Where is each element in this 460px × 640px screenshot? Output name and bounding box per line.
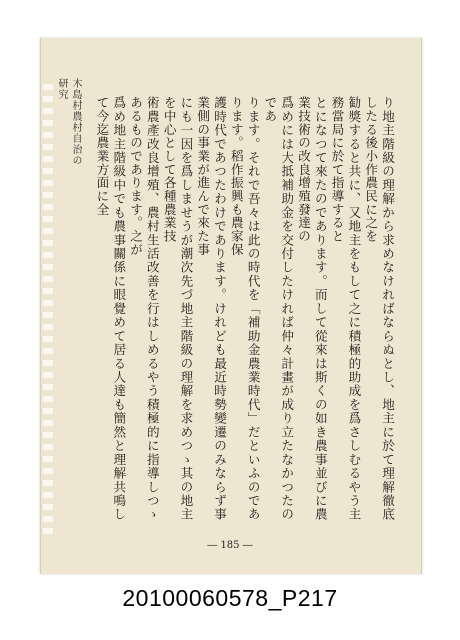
body-text-line: 護時代であつたわけであります。けれども最近時勢變遷のみならず事業側の事業が進んで來た事 [195, 96, 228, 521]
body-text-line: とになつて來たのであります。而して從來は斯くの如き農事並びに農業技術の改良增殖發達の [296, 96, 328, 521]
body-text [92, 96, 395, 521]
body-text-line: 爲め地主階級中でも農事關係に眼覺めて居る人達も簡然と理解共鳴して今迄農業方面に全 [94, 96, 127, 521]
running-head: 木島村農村自治の研究 [56, 78, 81, 166]
body-text-line [92, 96, 93, 521]
body-text-line: 爲めには大抵補助金を交付したければ仲々計畫が成り立たなかつたのであ [262, 96, 295, 521]
body-text-line: り地主階級の理解から求めなければならぬとし、地主に於て理解徹底したる後小作農民に之を [363, 96, 395, 521]
page-number: ― 185 ― [207, 540, 253, 551]
catalog-id-caption: 20100060578_P217 [122, 585, 338, 611]
body-text-line: 術農產改良增殖、農村生活改善を行はしめるやう積極的に指導しつゝあるものであります。之が [128, 96, 160, 521]
perforated-edge [43, 78, 53, 538]
body-text-line: 勧獎すると共に、又地主をもして之に積極的助成を爲さしむるやう主務當局に於て指導すると [329, 96, 362, 521]
body-text-line: ります。それで吾々は此の時代を「補助金農業時代」だといふのであります。稻作振興も農家保 [228, 96, 261, 521]
body-text-line: にも一因を爲しませうが潮次先づ地主階級の理解を求めつゝ其の地主を中心として各種農業技 [161, 96, 194, 521]
